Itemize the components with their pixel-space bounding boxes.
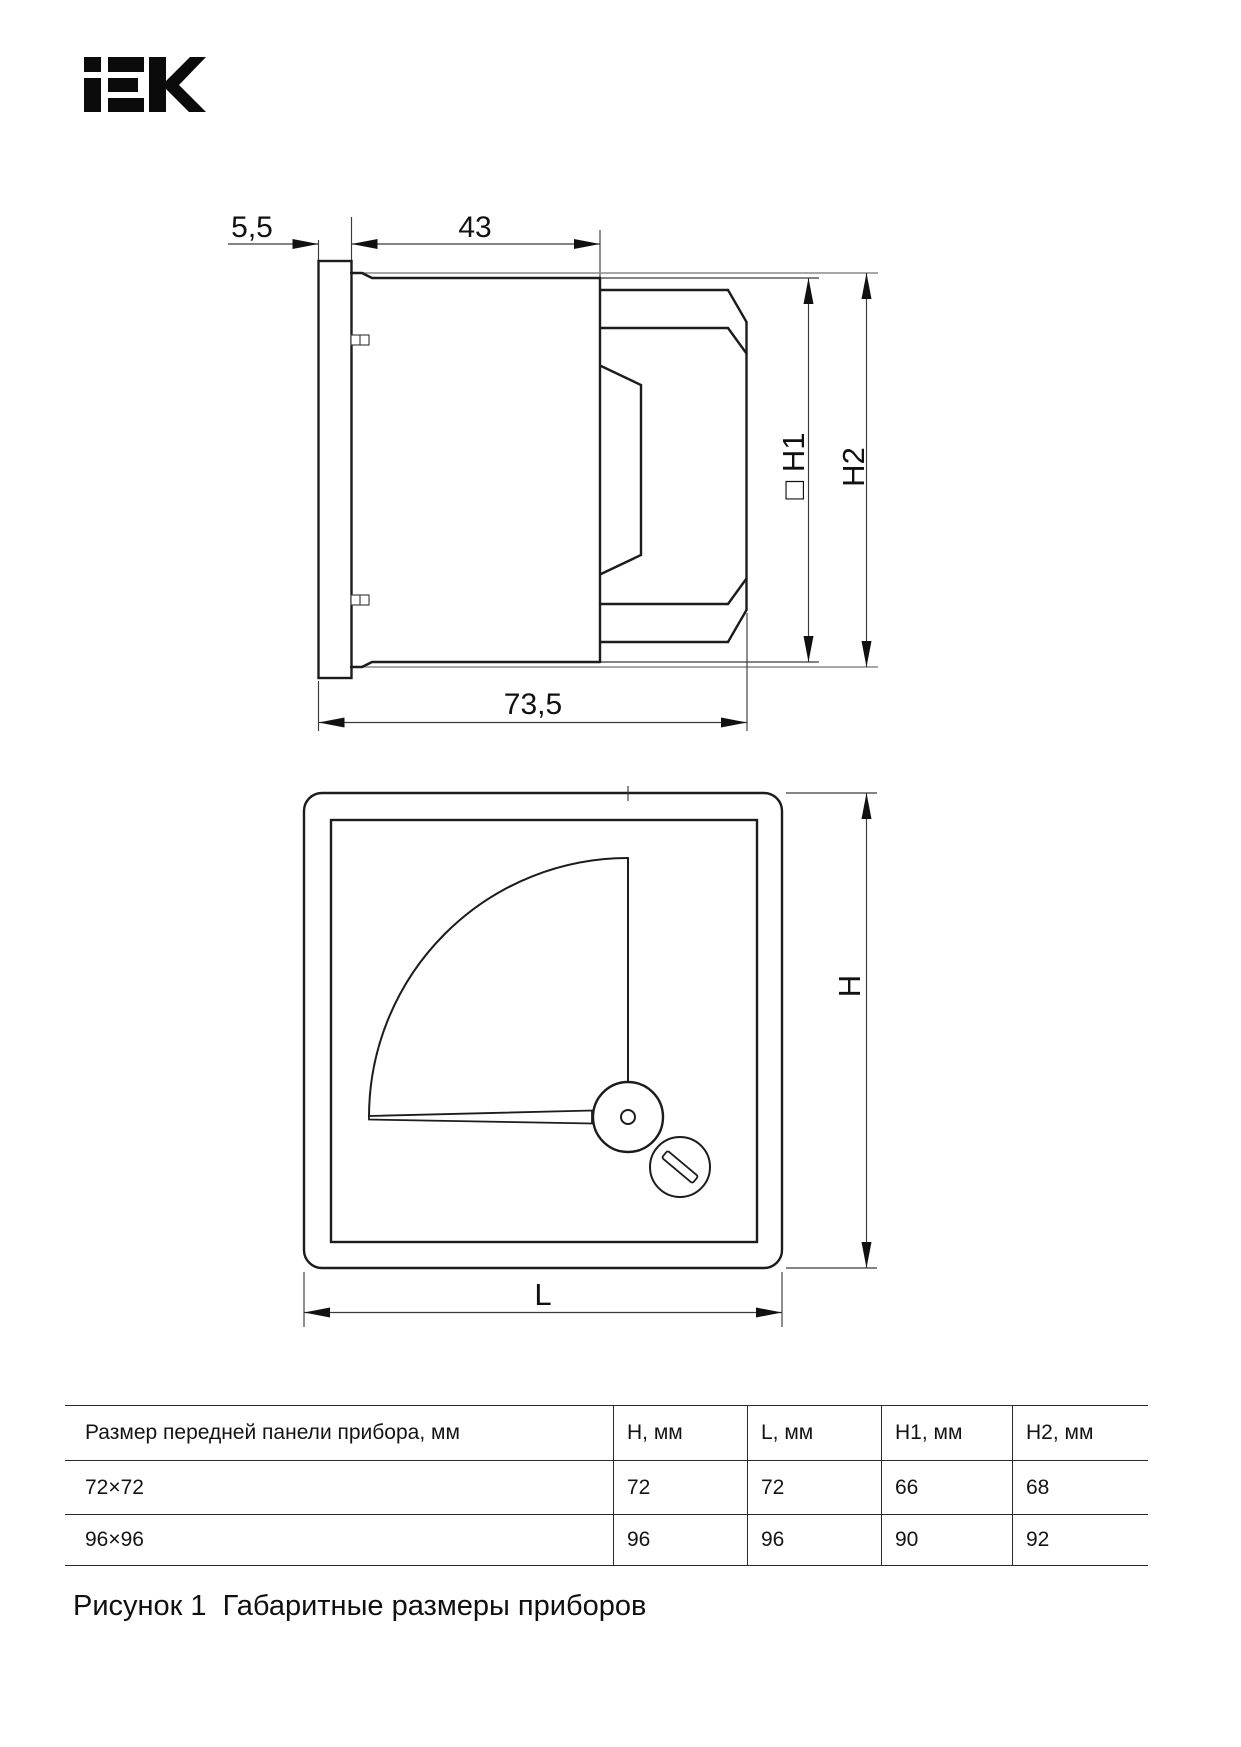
table-cell: 72 (613, 1460, 747, 1514)
dimension-h2-label: H2 (836, 447, 871, 487)
dimensions-table (65, 1405, 1148, 1566)
table-cell: 68 (1012, 1460, 1148, 1514)
logo-e-bottom (108, 98, 144, 112)
table-cell: 72 (747, 1460, 881, 1514)
front-view-drawing (304, 786, 877, 1327)
dimension-l-label: L (534, 1277, 552, 1312)
table-cell: 92 (1012, 1514, 1148, 1565)
side-view-drawing (228, 211, 878, 731)
table-cell-size: 96×96 (65, 1514, 613, 1565)
table-cell: 66 (881, 1460, 1012, 1514)
dimension-l (304, 1272, 782, 1327)
table-header-cell: H1, мм (881, 1405, 1012, 1460)
dimension-73-5 (319, 688, 748, 728)
dimension-h2 (836, 273, 872, 667)
dimension-73-5-label: 73,5 (503, 688, 563, 721)
dimension-h (786, 793, 877, 1268)
iek-logo (84, 57, 206, 112)
logo-e-mid (108, 78, 138, 92)
rear-terminal-block (600, 290, 747, 642)
dimension-h-label: H (832, 974, 867, 998)
meter-body (351, 273, 600, 667)
table-cell-size: 72×72 (65, 1460, 613, 1514)
terminal-recess (601, 366, 641, 574)
table-cell: 96 (613, 1514, 747, 1565)
table-header-cell: H, мм (613, 1405, 747, 1460)
dimension-5-5-label: 5,5 (231, 211, 273, 244)
mounting-clip-top (351, 335, 369, 345)
table-header-cell: L, мм (747, 1405, 881, 1460)
table-cell: 90 (881, 1514, 1012, 1565)
logo-k (149, 57, 206, 112)
figure-caption: Рисунок 1 Габаритные размеры приборов (73, 1590, 647, 1622)
front-flange-plate (319, 261, 352, 678)
dimension-h1 (776, 278, 814, 662)
zero-adjust-screw (650, 1137, 710, 1197)
logo-i-stem (84, 78, 101, 112)
dimension-h1-label: □ H1 (776, 432, 811, 500)
dimension-43-label: 43 (458, 211, 492, 244)
table-cell: 96 (747, 1514, 881, 1565)
table-header-cell: H2, мм (1012, 1405, 1148, 1460)
needle-pivot (593, 1082, 663, 1152)
table-header-cell: Размер передней панели прибора, мм (65, 1405, 613, 1460)
dimension-5-5 (228, 211, 319, 249)
logo-i-dot (84, 57, 101, 72)
logo-e-top (108, 57, 144, 72)
dimension-43 (352, 211, 601, 249)
mounting-clip-bottom (351, 595, 369, 605)
